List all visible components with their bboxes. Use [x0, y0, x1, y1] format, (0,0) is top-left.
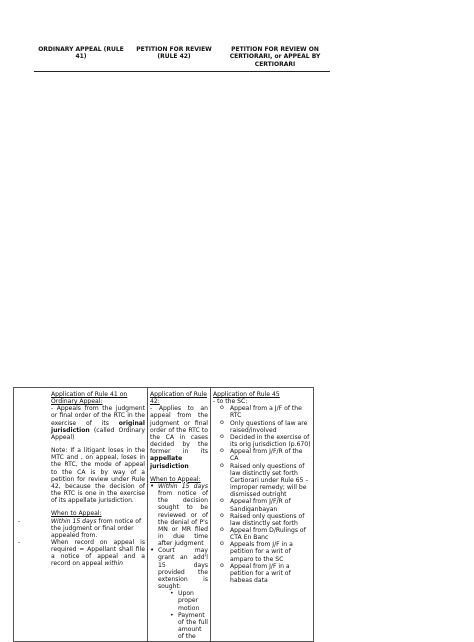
rule45-item: o Appeal from J/F/R of the CA [213, 448, 311, 462]
rule41-application: - Appeals from the judgment or final order of the RTC in the exercise of its original jurisdiction (called Ordinary Appeal) [51, 405, 145, 441]
rule42-sub-payment: • Payment of the full amount of the [158, 612, 208, 641]
rule45-title: Application of Rule 45 [213, 391, 280, 398]
rule45-item: o Appeals from J/F in a petition for a writ of amparo to the SC [213, 541, 311, 562]
rule45-item: o Appeal from a J/F of the RTC [213, 405, 311, 419]
rule41-when-title: When to Appeal: [51, 510, 102, 518]
rule45-to-sc: - to the SC: [213, 398, 248, 406]
rule41-record-item: - When record on appeal is required = Appellant shall file a notice of appeal and a record on appeal within [18, 538, 145, 568]
rule42-extension-item: • Court may grant an add'l 15 days provided the extension is sought: • Upon proper motion • Payment of the full amount of the [150, 547, 208, 640]
rule45-item: o Appeal from J/F in a petition for a writ of habeas data [213, 563, 311, 584]
rule42-cell [148, 388, 211, 642]
rule45-certiorari-note: Certiorari under Rule 65 – improper remedy; will be dismissed outright [230, 476, 309, 499]
rule45-item: o Appeal from D/Rulings of CTA En Banc [213, 527, 311, 541]
rule42-period-item: • Within 15 days from notice of the decision sought to be reviewed or of the denial of P's MN or MR filed in due time after judgment [150, 483, 208, 547]
header-ordinary-appeal: ORDINARY APPEAL (RULE 41) [34, 44, 128, 72]
rule41-period-item: - Within 15 days from notice of the judgment or final order appealed from. [18, 517, 142, 539]
rule42-sub-motion: • Upon proper motion [158, 590, 208, 611]
header-petition-for-review: PETITION FOR REVIEW (RULE 42) [128, 44, 220, 72]
comparison-table [13, 387, 313, 641]
header-petition-certiorari: PETITION FOR REVIEW ON CERTIORARI, or APPEAL BY CERTIORARI [220, 44, 330, 72]
rule42-title: Application of Rule 42: [150, 391, 208, 406]
rule45-cell [211, 388, 314, 642]
rule45-item: o Decided in the exercise of its orig jurisdiction (p.670) [213, 434, 311, 448]
rule41-note: Note: If a litigant loses in the MTC and , on appeal, loses in the RTC, the mode of appeal to the CA is by way of a petition for review under Rule 42, because the decision of the RTC is one in the exercise of its appellate jurisdiction. [51, 447, 145, 505]
rule42-application: - Applies to an appeal from the judgment or final order of the RTC to the CA in cases decided by the former in its appellate jurisdiction [150, 405, 208, 470]
rule42-when-title: When to Appeal: [150, 475, 201, 483]
rule45-item: o Only questions of law are raised/involved [213, 420, 311, 434]
rule41-cell [14, 388, 148, 642]
rule45-item: o Raised only questions of law distinctly set forth [213, 513, 311, 527]
header-table [34, 44, 330, 72]
rule45-item: o Appeal from J/F/R of Sandiganbayan [213, 498, 311, 512]
rule41-title: Application of Rule 41 on Ordinary Appeal: [51, 391, 128, 406]
rule45-item: o Raised only questions of law distinctly set forth [213, 463, 311, 477]
